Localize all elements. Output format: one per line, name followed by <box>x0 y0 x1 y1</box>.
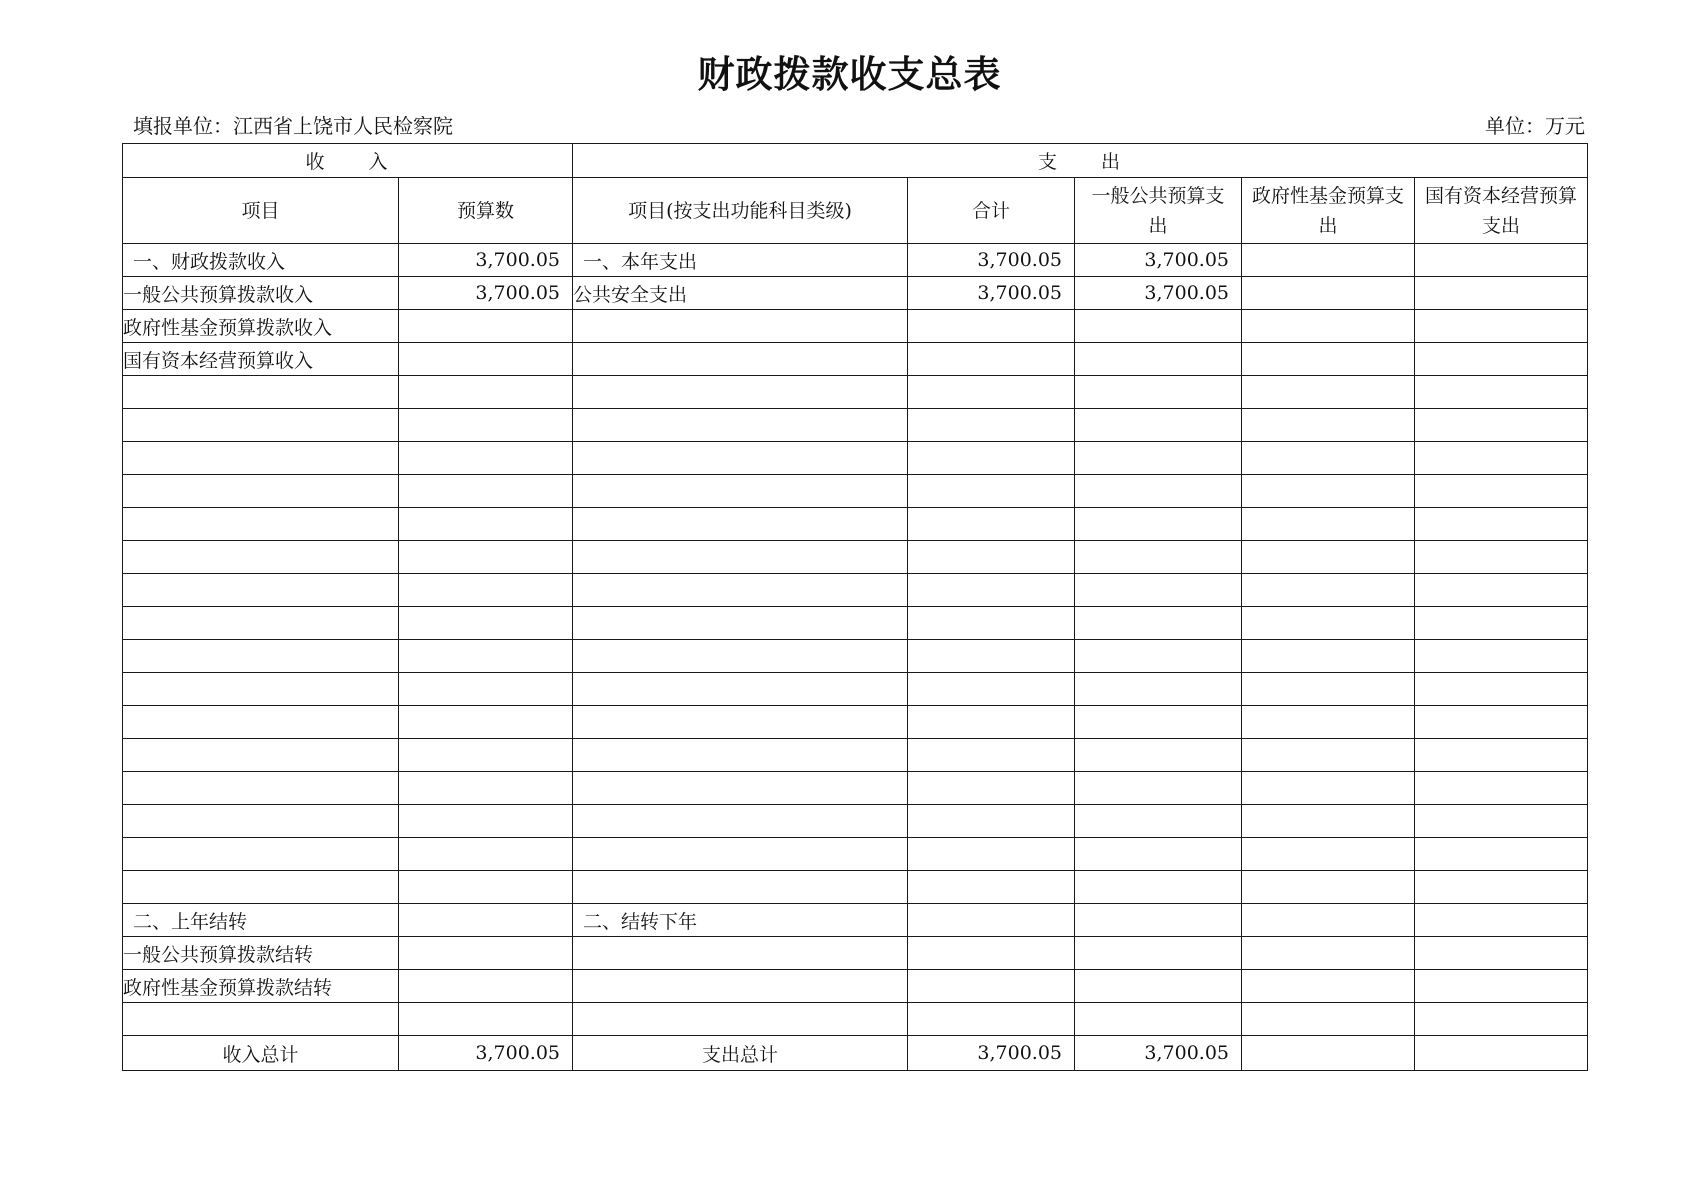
income-budget-cell <box>399 574 573 607</box>
government-fund-budget-cell <box>1242 1003 1415 1036</box>
expense-total-cell <box>908 838 1075 871</box>
table-row <box>123 475 1588 508</box>
general-public-budget-cell <box>1075 706 1242 739</box>
general-public-budget-cell <box>1075 541 1242 574</box>
expense-total-cell <box>908 1003 1075 1036</box>
table-row <box>123 706 1588 739</box>
state-capital-budget-cell <box>1415 574 1588 607</box>
income-budget-cell <box>399 607 573 640</box>
income-budget-cell <box>399 640 573 673</box>
government-fund-budget-cell <box>1242 673 1415 706</box>
general-public-budget-cell <box>1075 904 1242 937</box>
income-budget-cell <box>399 1003 573 1036</box>
income-item-cell <box>123 541 399 574</box>
state-capital-budget-cell <box>1415 640 1588 673</box>
expense-total-cell <box>908 343 1075 376</box>
expense-item-cell <box>573 640 908 673</box>
expense-total-cell <box>908 607 1075 640</box>
table-row <box>123 607 1588 640</box>
government-fund-budget-cell <box>1242 376 1415 409</box>
income-budget-cell <box>399 343 573 376</box>
expense-item-cell <box>573 376 908 409</box>
government-fund-budget-cell <box>1242 772 1415 805</box>
expense-item-cell <box>573 970 908 1003</box>
general-public-budget-cell <box>1075 838 1242 871</box>
expense-total-cell <box>908 409 1075 442</box>
state-capital-budget-cell <box>1415 970 1588 1003</box>
expense-item-cell: 二、结转下年 <box>573 904 908 937</box>
income-item-cell: 国有资本经营预算收入 <box>123 343 399 376</box>
table-row <box>123 640 1588 673</box>
general-public-budget-cell: 3,700.05 <box>1075 244 1242 277</box>
general-public-budget-cell: 3,700.05 <box>1075 1036 1242 1071</box>
state-capital-budget-cell <box>1415 244 1588 277</box>
expense-total-cell: 3,700.05 <box>908 244 1075 277</box>
income-item-cell <box>123 409 399 442</box>
income-budget-cell <box>399 706 573 739</box>
general-public-budget-cell <box>1075 475 1242 508</box>
expense-total-cell <box>908 574 1075 607</box>
expense-item-cell <box>573 343 908 376</box>
state-capital-budget-cell <box>1415 442 1588 475</box>
table-body <box>123 144 1588 1071</box>
government-fund-budget-cell <box>1242 871 1415 904</box>
state-capital-budget-cell <box>1415 805 1588 838</box>
expense-item-cell <box>573 1003 908 1036</box>
government-fund-budget-cell <box>1242 541 1415 574</box>
general-public-budget-cell <box>1075 772 1242 805</box>
expense-total-cell <box>908 904 1075 937</box>
header-expense-total: 合计 <box>908 178 1075 244</box>
state-capital-budget-cell <box>1415 1003 1588 1036</box>
income-item-cell: 一般公共预算拨款收入 <box>123 277 399 310</box>
expense-item-cell <box>573 409 908 442</box>
expense-item-cell <box>573 442 908 475</box>
government-fund-budget-cell <box>1242 475 1415 508</box>
table-row <box>123 1003 1588 1036</box>
income-item-cell <box>123 871 399 904</box>
column-header-row <box>123 178 1588 244</box>
income-budget-cell <box>399 871 573 904</box>
income-item-cell <box>123 838 399 871</box>
government-fund-budget-cell <box>1242 277 1415 310</box>
income-budget-cell: 3,700.05 <box>399 277 573 310</box>
government-fund-budget-cell <box>1242 343 1415 376</box>
government-fund-budget-cell <box>1242 508 1415 541</box>
table-row <box>123 277 1588 310</box>
expense-item-cell <box>573 838 908 871</box>
expense-total-cell <box>908 772 1075 805</box>
header-expense-item: 项目(按支出功能科目类级) <box>573 178 908 244</box>
state-capital-budget-cell <box>1415 838 1588 871</box>
government-fund-budget-cell <box>1242 244 1415 277</box>
state-capital-budget-cell <box>1415 673 1588 706</box>
general-public-budget-cell <box>1075 409 1242 442</box>
expense-item-cell <box>573 508 908 541</box>
table-row <box>123 904 1588 937</box>
state-capital-budget-cell <box>1415 475 1588 508</box>
income-budget-cell <box>399 673 573 706</box>
header-income-budget: 预算数 <box>399 178 573 244</box>
section-header-row <box>123 144 1588 178</box>
page-title: 财政拨款收支总表 <box>697 53 1002 96</box>
expense-total-cell <box>908 475 1075 508</box>
general-public-budget-cell <box>1075 871 1242 904</box>
state-capital-budget-cell <box>1415 409 1588 442</box>
general-public-budget-cell <box>1075 673 1242 706</box>
table-row <box>123 442 1588 475</box>
table-row <box>123 409 1588 442</box>
expense-item-cell <box>573 607 908 640</box>
income-item-cell: 一、财政拨款收入 <box>123 244 399 277</box>
table-row <box>123 805 1588 838</box>
expense-item-cell <box>573 475 908 508</box>
income-budget-cell <box>399 475 573 508</box>
income-item-cell: 一般公共预算拨款结转 <box>123 937 399 970</box>
government-fund-budget-cell <box>1242 739 1415 772</box>
table-row <box>123 937 1588 970</box>
government-fund-budget-cell <box>1242 1036 1415 1071</box>
general-public-budget-cell <box>1075 343 1242 376</box>
expense-total-cell <box>908 805 1075 838</box>
expense-total-cell <box>908 706 1075 739</box>
header-state-capital-budget: 国有资本经营预算支出 <box>1415 178 1588 244</box>
table-row <box>123 310 1588 343</box>
expense-total-cell <box>908 871 1075 904</box>
expense-total-cell: 3,700.05 <box>908 277 1075 310</box>
income-item-cell <box>123 376 399 409</box>
income-budget-cell <box>399 508 573 541</box>
table-row <box>123 838 1588 871</box>
income-item-cell <box>123 1003 399 1036</box>
expense-item-cell <box>573 673 908 706</box>
expense-total-cell <box>908 442 1075 475</box>
government-fund-budget-cell <box>1242 706 1415 739</box>
expense-item-cell: 公共安全支出 <box>573 277 908 310</box>
table-row <box>123 244 1588 277</box>
government-fund-budget-cell <box>1242 442 1415 475</box>
table-row <box>123 970 1588 1003</box>
general-public-budget-cell <box>1075 376 1242 409</box>
government-fund-budget-cell <box>1242 607 1415 640</box>
income-budget-cell <box>399 838 573 871</box>
header-general-public-budget: 一般公共预算支出 <box>1075 178 1242 244</box>
expense-item-cell <box>573 805 908 838</box>
section-expense: 支 出 <box>573 144 1588 178</box>
total-row <box>123 1036 1588 1071</box>
income-budget-cell: 3,700.05 <box>399 1036 573 1071</box>
income-budget-cell <box>399 937 573 970</box>
state-capital-budget-cell <box>1415 706 1588 739</box>
budget-table <box>122 143 1588 1071</box>
government-fund-budget-cell <box>1242 805 1415 838</box>
expense-item-cell <box>573 310 908 343</box>
government-fund-budget-cell <box>1242 970 1415 1003</box>
government-fund-budget-cell <box>1242 409 1415 442</box>
expense-item-cell <box>573 937 908 970</box>
income-budget-cell <box>399 970 573 1003</box>
income-budget-cell <box>399 904 573 937</box>
general-public-budget-cell <box>1075 607 1242 640</box>
general-public-budget-cell <box>1075 739 1242 772</box>
expense-item-cell <box>573 871 908 904</box>
state-capital-budget-cell <box>1415 376 1588 409</box>
expense-item-cell: 一、本年支出 <box>573 244 908 277</box>
government-fund-budget-cell <box>1242 937 1415 970</box>
income-item-cell: 政府性基金预算拨款收入 <box>123 310 399 343</box>
state-capital-budget-cell <box>1415 937 1588 970</box>
state-capital-budget-cell <box>1415 607 1588 640</box>
section-income: 收 入 <box>123 144 573 178</box>
table-row <box>123 739 1588 772</box>
income-budget-cell <box>399 805 573 838</box>
income-item-cell <box>123 607 399 640</box>
expense-item-cell <box>573 739 908 772</box>
expense-total-cell <box>908 310 1075 343</box>
income-item-cell <box>123 475 399 508</box>
income-budget-cell <box>399 442 573 475</box>
expense-item-cell <box>573 541 908 574</box>
currency-unit: 单位：万元 <box>1485 114 1585 138</box>
general-public-budget-cell <box>1075 937 1242 970</box>
table-row <box>123 871 1588 904</box>
expense-item-cell <box>573 772 908 805</box>
income-item-cell <box>123 772 399 805</box>
income-item-cell <box>123 739 399 772</box>
expense-total-cell <box>908 541 1075 574</box>
expense-item-cell <box>573 706 908 739</box>
header-government-fund-budget: 政府性基金预算支出 <box>1242 178 1415 244</box>
general-public-budget-cell <box>1075 442 1242 475</box>
state-capital-budget-cell <box>1415 310 1588 343</box>
state-capital-budget-cell <box>1415 541 1588 574</box>
state-capital-budget-cell <box>1415 1036 1588 1071</box>
table-row <box>123 541 1588 574</box>
expense-item-cell: 支出总计 <box>573 1036 908 1071</box>
general-public-budget-cell <box>1075 508 1242 541</box>
general-public-budget-cell <box>1075 640 1242 673</box>
income-item-cell <box>123 574 399 607</box>
income-budget-cell: 3,700.05 <box>399 244 573 277</box>
general-public-budget-cell: 3,700.05 <box>1075 277 1242 310</box>
income-item-cell <box>123 706 399 739</box>
table-row <box>123 673 1588 706</box>
state-capital-budget-cell <box>1415 739 1588 772</box>
general-public-budget-cell <box>1075 805 1242 838</box>
header-income-item: 项目 <box>123 178 399 244</box>
income-item-cell: 政府性基金预算拨款结转 <box>123 970 399 1003</box>
table-row <box>123 343 1588 376</box>
income-item-cell <box>123 508 399 541</box>
table-row <box>123 772 1588 805</box>
income-item-cell <box>123 640 399 673</box>
expense-total-cell <box>908 739 1075 772</box>
income-item-cell <box>123 805 399 838</box>
income-budget-cell <box>399 409 573 442</box>
expense-total-cell <box>908 640 1075 673</box>
expense-total-cell <box>908 508 1075 541</box>
income-budget-cell <box>399 310 573 343</box>
reporting-unit: 填报单位：江西省上饶市人民检察院 <box>133 114 453 138</box>
expense-total-cell <box>908 673 1075 706</box>
table-row <box>123 574 1588 607</box>
state-capital-budget-cell <box>1415 277 1588 310</box>
general-public-budget-cell <box>1075 1003 1242 1036</box>
state-capital-budget-cell <box>1415 871 1588 904</box>
income-item-cell: 二、上年结转 <box>123 904 399 937</box>
state-capital-budget-cell <box>1415 343 1588 376</box>
expense-total-cell <box>908 376 1075 409</box>
income-budget-cell <box>399 541 573 574</box>
government-fund-budget-cell <box>1242 640 1415 673</box>
general-public-budget-cell <box>1075 970 1242 1003</box>
state-capital-budget-cell <box>1415 508 1588 541</box>
income-budget-cell <box>399 376 573 409</box>
government-fund-budget-cell <box>1242 310 1415 343</box>
general-public-budget-cell <box>1075 574 1242 607</box>
income-item-cell: 收入总计 <box>123 1036 399 1071</box>
expense-item-cell <box>573 574 908 607</box>
income-budget-cell <box>399 772 573 805</box>
state-capital-budget-cell <box>1415 772 1588 805</box>
general-public-budget-cell <box>1075 310 1242 343</box>
expense-total-cell: 3,700.05 <box>908 1036 1075 1071</box>
government-fund-budget-cell <box>1242 904 1415 937</box>
income-item-cell <box>123 673 399 706</box>
table-row <box>123 508 1588 541</box>
government-fund-budget-cell <box>1242 574 1415 607</box>
state-capital-budget-cell <box>1415 904 1588 937</box>
expense-total-cell <box>908 970 1075 1003</box>
income-budget-cell <box>399 739 573 772</box>
expense-total-cell <box>908 937 1075 970</box>
income-item-cell <box>123 442 399 475</box>
government-fund-budget-cell <box>1242 838 1415 871</box>
table-row <box>123 376 1588 409</box>
